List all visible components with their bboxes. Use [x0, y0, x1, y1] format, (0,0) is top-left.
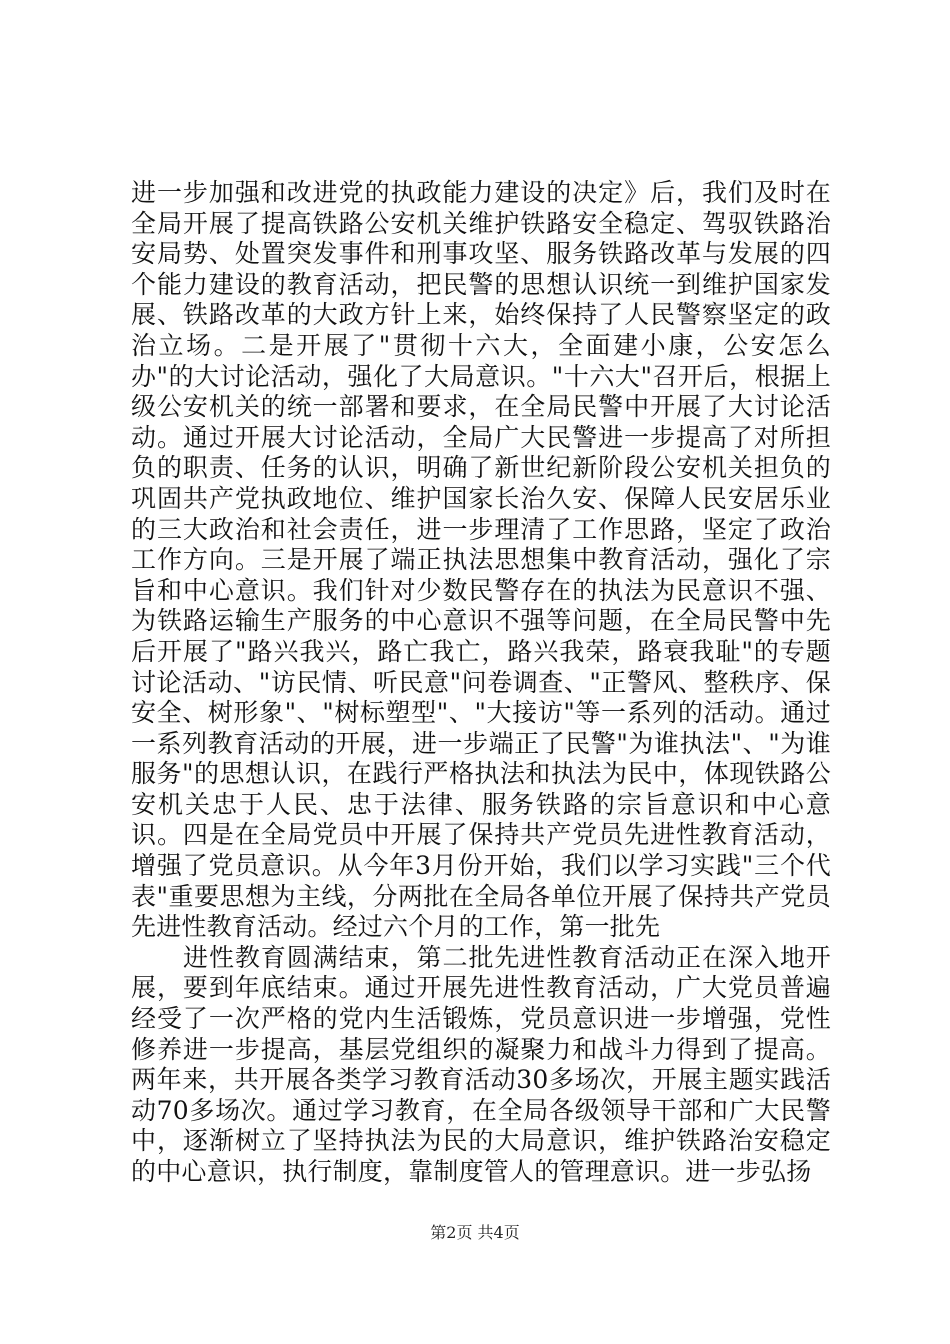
document-body [131, 178, 831, 1188]
body-paragraph-1: 进一步加强和改进党的执政能力建设的决定》后，我们及时在全局开展了提高铁路公安机关维护铁路安全稳定、驾驭铁路治安局势、处置突发事件和刑事攻坚、服务铁路改革与发展的四个能力建设的教育活动，把民警的思想认识统一到维护国家发展、铁路改革的大政方针上来，始终保持了人民警察坚定的政治立场。二是开展了"贯彻十六大，全面建小康，公安怎么办"的大讨论活动，强化了大局意识。"十六大"召开后，根据上级公安机关的统一部署和要求，在全局民警中开展了大讨论活动。通过开展大讨论活动，全局广大民警进一步提高了对所担负的职责、任务的认识，明确了新世纪新阶段公安机关担负的巩固共产党执政地位、维护国家长治久安、保障人民安居乐业的三大政治和社会责任，进一步理清了工作思路，坚定了政治工作方向。三是开展了端正执法思想集中教育活动，强化了宗旨和中心意识。我们针对少数民警存在的执法为民意识不强、为铁路运输生产服务的中心意识不强等问题，在全局民警中先后开展了"路兴我兴，路亡我亡，路兴我荣，路衰我耻"的专题讨论活动、"访民情、听民意"问卷调查、"正警风、整秩序、保安全、树形象"、"树标塑型"、"大接访"等一系列的活动。通过一系列教育活动的开展，进一步端正了民警"为谁执法"、"为谁服务"的思想认识，在践行严格执法和执法为民中，体现铁路公安机关忠于人民、忠于法律、服务铁路的宗旨意识和中心意识。四是在全局党员中开展了保持共产党员先进性教育活动，增强了党员意识。从今年3月份开始，我们以学习实践"三个代表"重要思想为主线，分两批在全局各单位开展了保持共产党员先进性教育活动。经过六个月的工作，第一批先 [131, 178, 831, 942]
body-paragraph-2: 进性教育圆满结束，第二批先进性教育活动正在深入地开展，要到年底结束。通过开展先进性教育活动，广大党员普遍经受了一次严格的党内生活锻炼，党员意识进一步增强，党性修养进一步提高，基层党组织的凝聚力和战斗力得到了提高。两年来，共开展各类学习教育活动30多场次，开展主题实践活动70多场次。通过学习教育，在全局各级领导干部和广大民警中，逐渐树立了坚持执法为民的大局意识，维护铁路治安稳定的中心意识，执行制度，靠制度管人的管理意识。进一步弘扬 [131, 942, 831, 1186]
page-number-footer: 第2页 共4页 [430, 1223, 520, 1242]
